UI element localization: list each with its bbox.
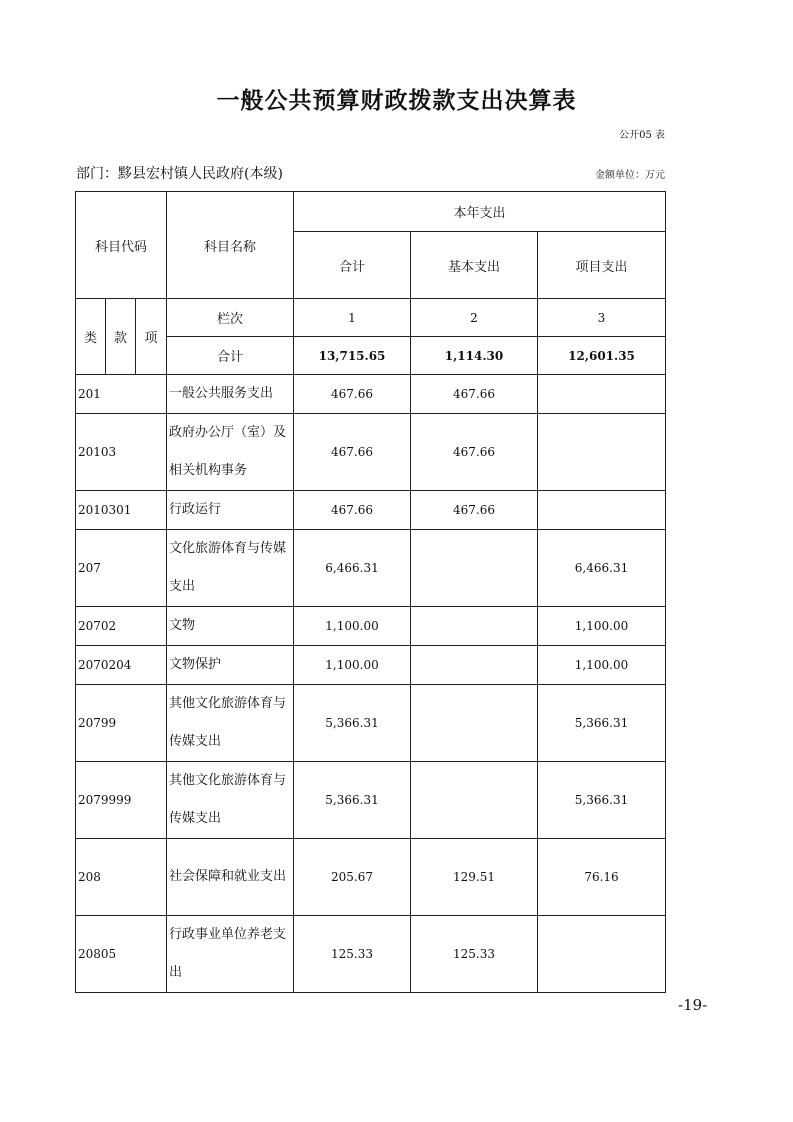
- header-lei: 类: [76, 299, 106, 375]
- row-basic: 467.66: [411, 491, 538, 530]
- header-current-year: 本年支出: [294, 192, 666, 232]
- table-row: [76, 491, 666, 530]
- row-code: 2070204: [76, 646, 167, 685]
- row-project: 5,366.31: [538, 762, 666, 839]
- row-basic: [411, 762, 538, 839]
- row-name: 其他文化旅游体育与传媒支出: [167, 762, 294, 839]
- sum-label: 合计: [167, 337, 294, 375]
- row-project: 1,100.00: [538, 646, 666, 685]
- sum-basic: 1,114.30: [411, 337, 538, 375]
- row-basic: [411, 646, 538, 685]
- row-total: 125.33: [294, 916, 411, 993]
- row-name: 社会保障和就业支出: [167, 839, 294, 916]
- page-title: 一般公共预算财政拨款支出决算表: [216, 88, 577, 114]
- row-project: 6,466.31: [538, 530, 666, 607]
- row-project: 76.16: [538, 839, 666, 916]
- amount-unit-label: 金额单位：万元: [595, 170, 665, 181]
- row-total: 5,366.31: [294, 685, 411, 762]
- row-project: 5,366.31: [538, 685, 666, 762]
- header-basic: 基本支出: [411, 232, 538, 299]
- row-project: 1,100.00: [538, 607, 666, 646]
- row-project: [538, 375, 666, 414]
- row-name: 政府办公厅（室）及相关机构事务: [167, 414, 294, 491]
- sum-total: 13,715.65: [294, 337, 411, 375]
- row-code: 208: [76, 839, 167, 916]
- row-total: 6,466.31: [294, 530, 411, 607]
- page-number: -19-: [678, 996, 708, 1014]
- row-total: 5,366.31: [294, 762, 411, 839]
- header-code: 科目代码: [76, 192, 167, 299]
- row-code: 201: [76, 375, 167, 414]
- row-code: 207: [76, 530, 167, 607]
- col-index-1: 1: [294, 299, 411, 337]
- table-row: [76, 530, 666, 607]
- table-row: [76, 762, 666, 839]
- row-basic: [411, 685, 538, 762]
- row-total: 1,100.00: [294, 646, 411, 685]
- department-label: 部门：黟县宏村镇人民政府(本级): [76, 166, 283, 182]
- row-basic: [411, 607, 538, 646]
- row-name: 行政运行: [167, 491, 294, 530]
- row-project: [538, 414, 666, 491]
- row-basic: 467.66: [411, 414, 538, 491]
- table-row: [76, 607, 666, 646]
- sum-project: 12,601.35: [538, 337, 666, 375]
- table-row: [76, 839, 666, 916]
- header-kuan: 款: [106, 299, 136, 375]
- row-code: 2010301: [76, 491, 167, 530]
- row-basic: 129.51: [411, 839, 538, 916]
- header-total: 合计: [294, 232, 411, 299]
- row-total: 467.66: [294, 375, 411, 414]
- row-total: 467.66: [294, 414, 411, 491]
- row-project: [538, 491, 666, 530]
- row-basic: 125.33: [411, 916, 538, 993]
- row-code: 20702: [76, 607, 167, 646]
- row-code: 20799: [76, 685, 167, 762]
- table-row: [76, 646, 666, 685]
- row-code: 2079999: [76, 762, 167, 839]
- row-project: [538, 916, 666, 993]
- table-row: [76, 685, 666, 762]
- row-name: 文物保护: [167, 646, 294, 685]
- row-total: 205.67: [294, 839, 411, 916]
- row-name: 行政事业单位养老支出: [167, 916, 294, 993]
- row-name: 一般公共服务支出: [167, 375, 294, 414]
- row-total: 467.66: [294, 491, 411, 530]
- header-column-index: 栏次: [167, 299, 294, 337]
- expenditure-table: [75, 191, 666, 993]
- col-index-3: 3: [538, 299, 666, 337]
- row-code: 20805: [76, 916, 167, 993]
- row-basic: 467.66: [411, 375, 538, 414]
- header-name: 科目名称: [167, 192, 294, 299]
- row-code: 20103: [76, 414, 167, 491]
- table-row: [76, 916, 666, 993]
- row-basic: [411, 530, 538, 607]
- table-row: [76, 414, 666, 491]
- row-total: 1,100.00: [294, 607, 411, 646]
- header-xiang: 项: [136, 299, 167, 375]
- row-name: 文化旅游体育与传媒支出: [167, 530, 294, 607]
- table-row: [76, 375, 666, 414]
- row-name: 其他文化旅游体育与传媒支出: [167, 685, 294, 762]
- col-index-2: 2: [411, 299, 538, 337]
- form-number: 公开05 表: [619, 130, 665, 141]
- header-project: 项目支出: [538, 232, 666, 299]
- row-name: 文物: [167, 607, 294, 646]
